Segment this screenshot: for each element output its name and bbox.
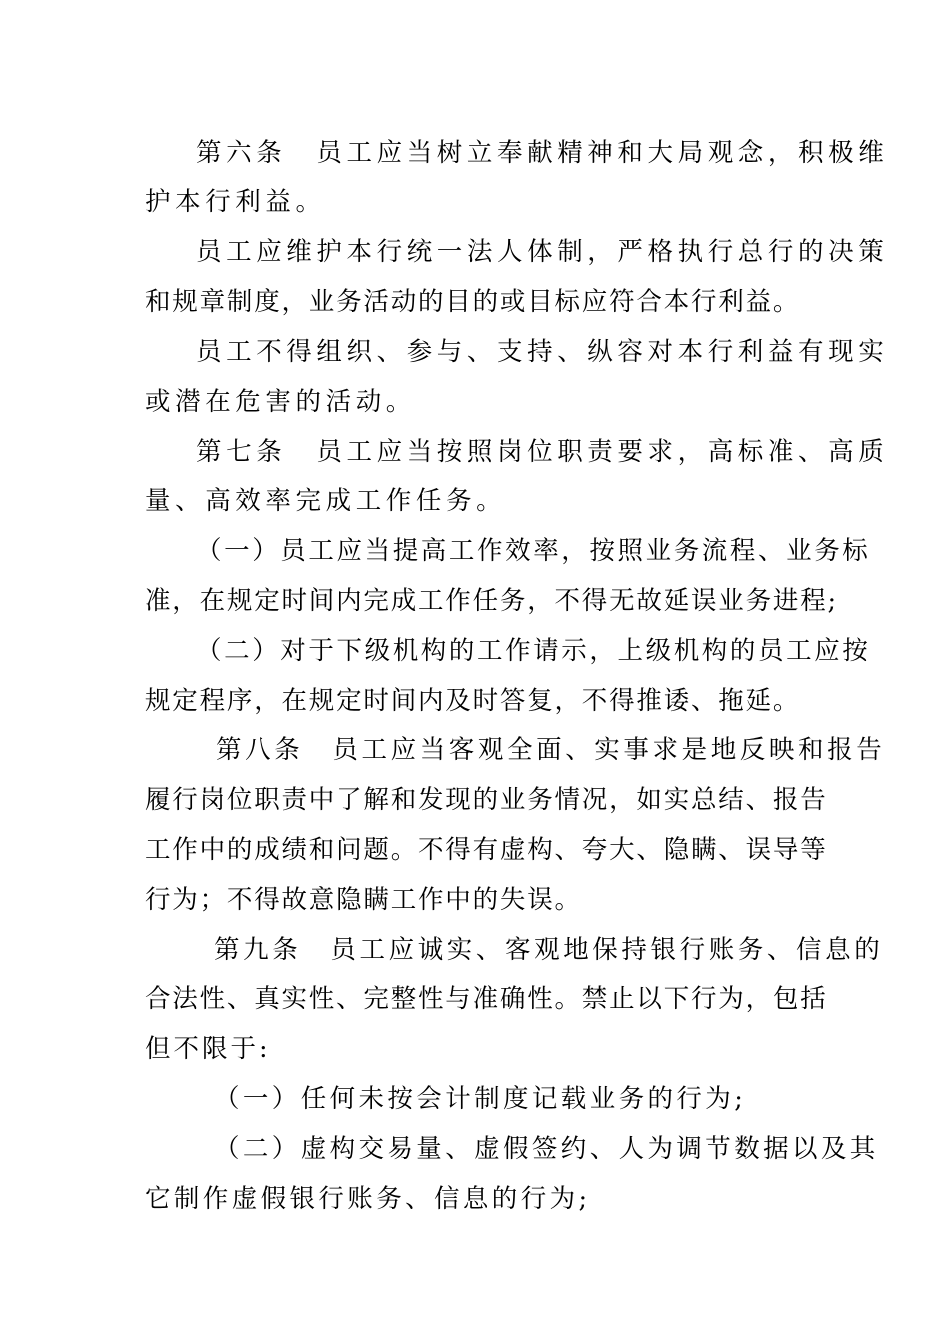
text-line: 合法性、真实性、完整性与准确性。禁止以下行为，包括 (145, 984, 828, 1014)
text-line: 它制作虚假银行账务、信息的行为; (145, 1184, 591, 1214)
text-line: 第六条 员工应当树立奉献精神和大局观念，积极维 (196, 138, 889, 168)
text-line: 员工应维护本行统一法人体制，严格执行总行的决策 (196, 237, 889, 267)
text-line: 员工不得组织、参与、支持、纵容对本行利益有现实 (196, 337, 889, 367)
text-line: 规定程序，在规定时间内及时答复，不得推诿、拖延。 (145, 686, 801, 716)
text-line: 工作中的成绩和问题。不得有虚构、夸大、隐瞒、误导等 (145, 835, 828, 865)
text-line: 第九条 员工应诚实、客观地保持银行账务、信息的 (214, 935, 884, 965)
text-line: 第七条 员工应当按照岗位职责要求，高标准、高质 (196, 437, 889, 467)
text-line: （一）员工应当提高工作效率，按照业务流程、业务标 (196, 536, 871, 566)
text-line: 但不限于: (145, 1034, 271, 1064)
text-line: 和规章制度，业务活动的目的或目标应符合本行利益。 (145, 287, 801, 317)
text-line: 行为；不得故意隐瞒工作中的失误。 (145, 885, 582, 915)
text-line: （二）对于下级机构的工作请示，上级机构的员工应按 (196, 636, 871, 666)
text-line: 量、高效率完成工作任务。 (145, 486, 507, 516)
text-line: 或潜在危害的活动。 (145, 387, 416, 417)
text-line: 履行岗位职责中了解和发现的业务情况，如实总结、报告 (145, 785, 828, 815)
text-line: 第八条 员工应当客观全面、实事求是地反映和报告 (216, 735, 886, 765)
text-line: 护本行利益。 (145, 187, 326, 217)
text-line: （一）任何未按会计制度记载业务的行为; (214, 1084, 747, 1114)
text-line: 准，在规定时间内完成工作任务，不得无故延误业务进程; (145, 586, 838, 616)
text-line: （二）虚构交易量、虚假签约、人为调节数据以及其 (214, 1134, 879, 1164)
